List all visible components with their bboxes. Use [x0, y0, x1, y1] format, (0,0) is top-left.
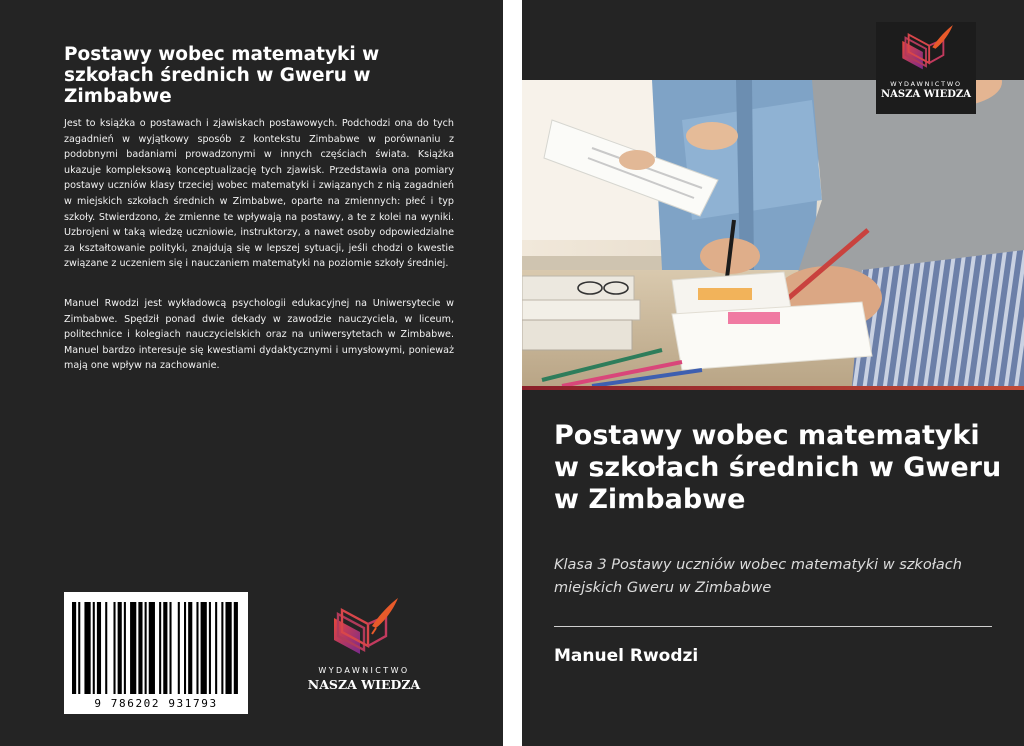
barcode-bar	[130, 602, 136, 694]
publisher-logo-back	[296, 596, 432, 692]
title-divider	[554, 626, 992, 627]
barcode-bar	[124, 602, 126, 694]
isbn-barcode	[64, 592, 248, 714]
barcode-bar	[118, 602, 122, 694]
barcode-bar	[105, 602, 107, 694]
front-cover-title: Postawy wobec matematyki w szkołach średnich w Gweru w Zimbabwe	[554, 420, 1002, 515]
barcode-bar	[184, 602, 186, 694]
barcode-bar	[201, 602, 207, 694]
barcode-bar	[215, 602, 217, 694]
spine	[503, 0, 522, 746]
isbn-number: 9 786202 931793	[94, 697, 218, 710]
barcode-bar	[178, 602, 180, 694]
barcode-bar	[72, 602, 76, 694]
students-studying-photo	[522, 80, 1024, 386]
barcode-bar	[145, 602, 147, 694]
front-cover-author: Manuel Rwodzi	[554, 646, 699, 666]
barcode-bar	[163, 602, 167, 694]
front-cover	[522, 0, 1024, 746]
barcode-bar	[209, 602, 211, 694]
author-bio: Manuel Rwodzi jest wykładowcą psychologii edukacyjnej na Uniwersytecie w Zimbabwe. Spędził ponad dwie dekady w zawodzie nauczyciela, w liceum, politechnice i kolegiach nauczycielskich oraz na uniwersytetach w Zimbabwe. Manuel bardzo interesuje się kwestiami dydaktycznymi i umysłowymi, ponieważ mają one wpływ na zachowanie.	[64, 298, 454, 372]
back-cover-description: Jest to książka o postawach i zjawiskach postawowych. Podchodzi ona do tych zagadnień w wyjątkowy sposób z kontekstu Zimbabwe w porównaniu z podobnymi badaniami prowadzonymi w innych częściach świata. Książka ukazuje kompleksową konceptualizację tych zjawisk. Przedstawia ona pomiary postawy uczniów klasy trzeciej wobec matematyki i związanych z nią zagadnień w miejskich szkołach średnich w Zimbabwe, oparte na zmiennych: płeć i typ szkoły. Stwierdzono, że zmienne te wpływają na postawy, a te z kolei na wyniki. Uzbrojeni w taką wiedzę uczniowie, instruktorzy, a nawet osoby odpowiedzialne za kształtowanie polityki, znajdują się w lepszej sytuacji, jeśli chodzi o kwestie związane z uczeniem się i nauczaniem matematyki na poziomie szkoły średniej.	[64, 118, 454, 270]
barcode-bar	[97, 602, 101, 694]
barcode-bar	[225, 602, 231, 694]
book-quill-logo-icon	[326, 596, 402, 658]
barcode-bar	[234, 602, 238, 694]
barcode-bar	[221, 602, 223, 694]
front-cover-subtitle: Klasa 3 Postawy uczniów wobec matematyki w szkołach miejskich Gweru w Zimbabwe	[554, 557, 962, 596]
barcode-bar	[113, 602, 115, 694]
back-cover-title: Postawy wobec matematyki w szkołach średnich w Gweru w Zimbabwe	[64, 44, 380, 107]
publisher-line1: WYDAWNICTWO	[318, 666, 410, 675]
accent-line	[522, 386, 1024, 390]
barcode-bar	[169, 602, 171, 694]
publisher-logo-front	[876, 22, 976, 114]
barcode-bar	[78, 602, 80, 694]
publisher-line1: WYDAWNICTWO	[890, 80, 962, 88]
back-cover	[0, 0, 503, 746]
publisher-line2: NASZA WIEDZA	[307, 677, 421, 692]
barcode-bar	[93, 602, 95, 694]
barcode-bar	[138, 602, 142, 694]
barcode-bars	[72, 602, 240, 694]
barcode-bar	[188, 602, 192, 694]
barcode-bar	[84, 602, 90, 694]
cover-photo	[522, 80, 1024, 386]
barcode-bar	[159, 602, 161, 694]
book-quill-logo-icon	[896, 22, 956, 74]
barcode-bar	[196, 602, 198, 694]
barcode-bar	[149, 602, 155, 694]
publisher-line2: NASZA WIEDZA	[881, 89, 971, 100]
